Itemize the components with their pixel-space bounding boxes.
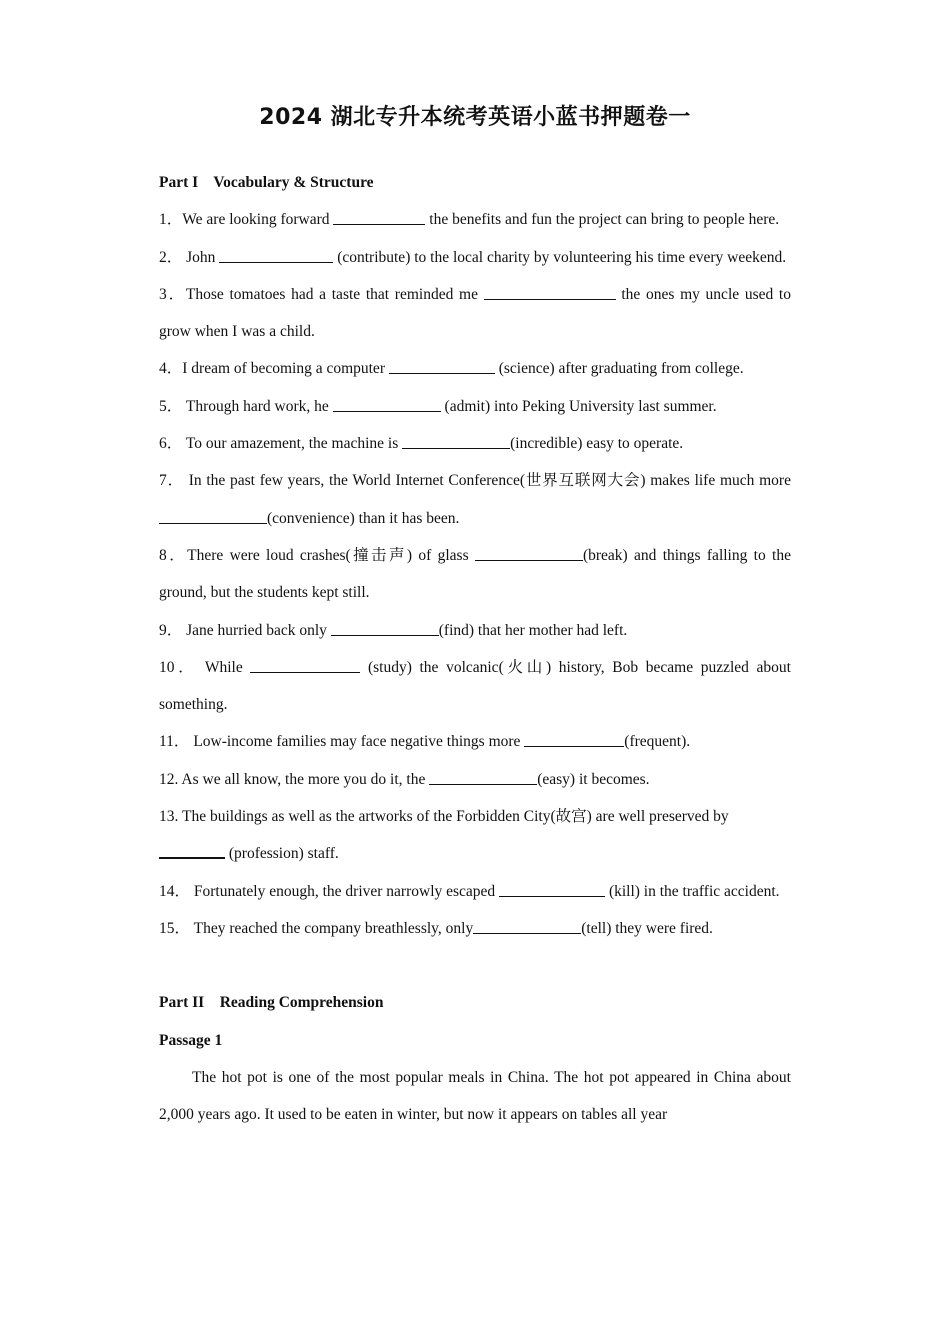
- part2-heading: Part II Reading Comprehension: [159, 994, 384, 1012]
- answer-blank[interactable]: [484, 283, 616, 300]
- question-8: [159, 537, 791, 612]
- answer-blank[interactable]: [402, 432, 510, 449]
- question-text-after: (tell) they were fired.: [581, 919, 713, 937]
- question-number: 4．: [159, 360, 183, 378]
- question-text-after: (incredible) easy to operate.: [510, 435, 684, 453]
- document-title: 2024 湖北专升本统考英语小蓝书押题卷一: [259, 105, 691, 130]
- question-15: [159, 910, 791, 947]
- answer-blank[interactable]: [219, 246, 333, 263]
- question-text-before: We are looking forward: [182, 211, 334, 229]
- question-text-before: While: [197, 658, 251, 676]
- question-4: [159, 350, 791, 387]
- question-text-before: Low-income families may face negative things more: [189, 733, 525, 751]
- question-text-before: The buildings as well as the artworks of the Forbidden City(故宫) are well preserved by: [181, 808, 729, 826]
- question-text-after: (break) and things falling to the ground, but the students kept still.: [159, 546, 791, 602]
- question-text-before: John: [182, 248, 220, 266]
- question-number: 12.: [159, 770, 182, 788]
- question-text-after: (frequent).: [624, 733, 691, 751]
- question-number: 13.: [159, 808, 182, 826]
- question-text-before: There were loud crashes(撞击声) of glass: [187, 546, 475, 564]
- question-9: [159, 612, 791, 649]
- question-text-after: the benefits and fun the project can bring to people here.: [425, 211, 780, 229]
- question-text-before: As we all know, the more you do it, the: [181, 770, 430, 788]
- question-10: [159, 649, 791, 724]
- answer-blank[interactable]: [524, 730, 624, 747]
- document-body: [159, 164, 791, 1133]
- question-text-before: Jane hurried back only: [182, 621, 331, 639]
- question-number: 15．: [159, 919, 191, 937]
- answer-blank[interactable]: [473, 917, 581, 934]
- answer-blank[interactable]: [159, 507, 267, 524]
- question-12: [159, 761, 791, 798]
- question-5: [159, 388, 791, 425]
- question-text-after: the ones my uncle used to grow when I was a child.: [159, 285, 791, 341]
- question-text-after: (convenience) than it has been.: [267, 509, 460, 527]
- question-text-after: (profession) staff.: [225, 845, 339, 863]
- question-number: 7．: [159, 472, 184, 490]
- question-text-before: They reached the company breathlessly, only: [190, 919, 474, 937]
- question-number: 9．: [159, 621, 183, 639]
- answer-blank[interactable]: [250, 656, 360, 673]
- answer-blank[interactable]: [499, 880, 605, 897]
- question-number: 1．: [159, 211, 183, 229]
- question-2: [159, 239, 791, 276]
- question-text-after: (science) after graduating from college.: [494, 360, 744, 378]
- question-6: [159, 425, 791, 462]
- passage-title: Passage 1: [159, 1031, 223, 1049]
- question-text-before: Those tomatoes had a taste that reminded me: [185, 285, 484, 303]
- question-text-after: (admit) into Peking University last summer.: [440, 397, 717, 415]
- answer-blank[interactable]: [475, 544, 583, 561]
- question-text-after: (kill) in the traffic accident.: [605, 882, 780, 900]
- question-number: 11．: [159, 733, 190, 751]
- question-text-after: (find) that her mother had left.: [438, 621, 628, 639]
- question-11: [159, 723, 791, 760]
- question-7: [159, 462, 791, 537]
- question-1: [159, 201, 791, 238]
- part1-heading: Part I Vocabulary & Structure: [159, 174, 374, 191]
- answer-blank[interactable]: [333, 208, 425, 225]
- question-number: 3．: [159, 285, 186, 303]
- answer-blank[interactable]: [333, 395, 441, 412]
- question-text-before: Fortunately enough, the driver narrowly escaped: [190, 882, 500, 900]
- question-text-before: In the past few years, the World Internet Conference(世界互联网大会) makes life much more: [183, 472, 791, 490]
- question-text-before: I dream of becoming a computer: [182, 360, 389, 378]
- passage-paragraph: The hot pot is one of the most popular meals in China. The hot pot appeared in China about 2,000 years ago. It used to be eaten in winter, but now it appears on tables all year: [159, 1068, 791, 1124]
- question-number: 10．: [159, 658, 198, 676]
- answer-blank[interactable]: [429, 768, 537, 785]
- question-text-after: (easy) it becomes.: [537, 770, 650, 788]
- answer-blank[interactable]: [159, 841, 225, 859]
- question-text-after: (study) the volcanic(火山) history, Bob became puzzled about something.: [159, 658, 791, 714]
- question-text-after: (contribute) to the local charity by volunteering his time every weekend.: [333, 248, 787, 266]
- question-number: 14．: [159, 882, 191, 900]
- question-14: [159, 873, 791, 910]
- question-number: 5．: [159, 397, 183, 415]
- answer-blank[interactable]: [389, 357, 495, 374]
- answer-blank[interactable]: [331, 619, 439, 636]
- question-13: [159, 798, 791, 873]
- question-number: 2．: [159, 248, 183, 266]
- question-text-before: To our amazement, the machine is: [182, 435, 403, 453]
- question-text-before: Through hard work, he: [182, 397, 333, 415]
- question-3: [159, 276, 791, 351]
- question-number: 8．: [159, 546, 188, 564]
- question-number: 6．: [159, 435, 183, 453]
